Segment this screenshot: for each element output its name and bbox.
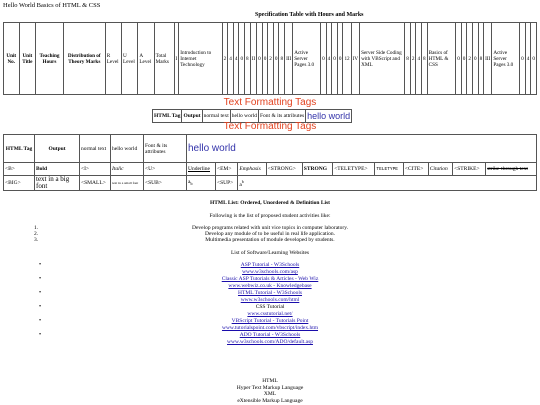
bullet-icon: •: [39, 304, 42, 310]
table-cell: <STRONG>: [266, 163, 302, 176]
table-row: [4, 163, 537, 176]
table-cell: III: [285, 23, 293, 95]
website-url-link[interactable]: www.tutorialspoint.com/vbscript/index.htm: [221, 325, 319, 331]
table-cell: <CITE>: [403, 163, 428, 176]
table-cell: Server Side Coding with VBScript and XML: [360, 23, 405, 95]
table-row: [4, 135, 537, 163]
list-item: [0, 332, 540, 346]
table-cell: text in a big font: [35, 176, 80, 191]
table-cell: 0: [472, 23, 478, 95]
table-cell: 8: [279, 23, 285, 95]
table-row: [4, 176, 537, 191]
table-cell: STRONG: [302, 163, 332, 176]
sub-text: b: [190, 181, 193, 187]
list-section-title: HTML List: Ordered, Unordered & Definition List: [209, 200, 331, 206]
website-title-link[interactable]: ADO Tutorial - W3Schools: [239, 332, 301, 338]
table-cell: hello world: [187, 135, 537, 163]
definition-description: Hyper Text Markup Language: [236, 384, 304, 391]
table-cell: <SUP>: [215, 176, 237, 191]
sup-text: b: [241, 178, 244, 184]
table-cell: 8: [245, 23, 251, 95]
table-cell: <B>: [4, 163, 35, 176]
bullet-icon: •: [39, 276, 42, 282]
list-item: [0, 237, 540, 243]
table-cell: 0: [456, 23, 462, 95]
table-cell: IV: [351, 23, 359, 95]
table-cell: Bold: [35, 163, 80, 176]
table-cell: <SUB>: [144, 176, 187, 191]
table-cell: 12: [343, 23, 351, 95]
table-cell: III: [484, 23, 492, 95]
table-header-cell: A Level: [138, 23, 154, 95]
definition-description: eXtensible Markup Language: [237, 397, 303, 404]
table-cell: 2: [222, 23, 228, 95]
table-cell: 0: [262, 23, 268, 95]
table-cell: [238, 176, 537, 191]
sub-base: a: [188, 179, 191, 186]
table-cell: Citation: [428, 163, 452, 176]
website-title-link[interactable]: ASP Tutorial - W3Schools: [240, 262, 300, 268]
table-cell: strike-through text: [486, 163, 537, 176]
sup-base: a: [239, 181, 242, 188]
list-item: [0, 276, 540, 290]
table-header-cell: Unit Title: [19, 23, 36, 95]
table-cell: normal text: [202, 110, 230, 123]
table-cell: 0: [461, 23, 467, 95]
table-cell: Italic: [111, 163, 144, 176]
table-cell: 4: [416, 23, 422, 95]
list-number: 3.: [34, 237, 39, 243]
definition-list: [0, 378, 540, 404]
table-cell: Font & its attributes: [144, 135, 187, 163]
table-header-cell: U Level: [122, 23, 138, 95]
table-cell: 0: [257, 23, 263, 95]
website-url-link[interactable]: www.w3schools.com/ADO/default.asp: [227, 339, 313, 345]
table-cell: Underline: [187, 163, 216, 176]
table-cell: 0: [321, 23, 327, 95]
table-cell: <BIG>: [4, 176, 35, 191]
table-cell: [187, 176, 216, 191]
text-formatting-heading-1: Text Formatting Tags: [223, 97, 317, 108]
table-cell: 0: [332, 23, 338, 95]
spec-table: [3, 22, 537, 95]
table-cell: 0: [337, 23, 343, 95]
unordered-list: [0, 262, 540, 346]
website-url-link[interactable]: www.csstutorial.net/: [247, 311, 293, 317]
table-header-cell: R Level: [105, 23, 121, 95]
ordered-list: [0, 225, 540, 243]
table-cell: 8: [422, 23, 428, 95]
table-cell: II: [250, 23, 256, 95]
list-item: [0, 304, 540, 318]
list-item: [0, 290, 540, 304]
spec-table-title: Specification Table with Hours and Marks: [255, 12, 364, 18]
table-cell: 0: [531, 23, 537, 95]
text-formatting-heading-2: Text Formatting Tags: [223, 121, 317, 132]
website-title-link[interactable]: HTML Tutorial - W3Schools: [237, 290, 303, 296]
table-header-cell: Output: [35, 135, 80, 163]
table-row: [4, 23, 537, 95]
table-cell: Active Server Pages 3.0: [293, 23, 321, 95]
table-cell: Font & its attributes: [259, 110, 306, 123]
bullet-icon: •: [39, 318, 42, 324]
table-cell: 2: [410, 23, 416, 95]
table-cell: 8: [405, 23, 411, 95]
table-cell: 4: [326, 23, 332, 95]
table-cell: <U>: [144, 163, 187, 176]
list-number: 1.: [34, 225, 39, 231]
bullet-icon: •: [39, 290, 42, 296]
format-table-2: [3, 134, 537, 191]
table-cell: <SMALL>: [80, 176, 111, 191]
table-cell: <EM>: [215, 163, 237, 176]
table-cell: 0: [520, 23, 526, 95]
bullet-icon: •: [39, 262, 42, 268]
table-cell: 4: [525, 23, 531, 95]
list-item-text: Develop any module of to be useful in real life application.: [205, 231, 335, 237]
table-header-cell: Output: [182, 110, 202, 123]
table-cell: hello world: [307, 111, 351, 121]
table-cell: 4: [228, 23, 234, 95]
website-title-link[interactable]: VBScript Tutorial - Tutorials Point: [231, 318, 309, 324]
software-heading: List of Software/Learning Websites: [230, 250, 310, 256]
table-cell: Introduction to Internet Technology: [179, 23, 222, 95]
website-title-link[interactable]: Classic ASP Tutorials & Articles - Web Wiz: [221, 276, 319, 282]
table-header-cell: Distribution of Theory Marks: [63, 23, 105, 95]
table-cell: TELETYPE: [375, 163, 404, 176]
table-header-cell: Total Marks: [154, 23, 174, 95]
list-item: [0, 262, 540, 276]
definition-term: HTML: [262, 378, 278, 384]
table-cell: <STRIKE>: [453, 163, 486, 176]
website-url-link[interactable]: www.webwiz.co.uk - Knowledgebase: [228, 283, 312, 289]
table-header-cell: HTML Tag: [4, 135, 35, 163]
activities-heading: Following is the list of proposed student activities like:: [209, 213, 331, 219]
table-cell: hello world: [230, 110, 258, 123]
table-cell: <TELETYPE>: [333, 163, 375, 176]
website-title: CSS Tutorial: [255, 304, 285, 310]
table-cell: I: [174, 23, 179, 95]
website-url-link[interactable]: www.w3schools.com/asp: [242, 269, 298, 275]
website-url-link[interactable]: www.w3schools.com/html: [240, 297, 300, 303]
table-cell: 0: [239, 23, 245, 95]
definition-term: XML: [263, 391, 277, 397]
table-cell: 2: [467, 23, 473, 95]
table-cell: Basics of HTML & CSS: [427, 23, 456, 95]
table-header-cell: Unit No.: [4, 23, 20, 95]
list-item-text: Develop programs related with unit vice topics in computer laboratory.: [191, 225, 349, 231]
table-cell: normal text: [80, 135, 111, 163]
list-item-text: Multimedia presentation of module developed by students.: [205, 237, 335, 243]
table-cell: <I>: [80, 163, 111, 176]
table-cell: 0: [273, 23, 279, 95]
table-cell: text in a small font: [111, 176, 144, 191]
table-cell: 4: [233, 23, 239, 95]
list-number: 2.: [34, 231, 39, 237]
table-header-cell: Teaching Hours: [36, 23, 64, 95]
page-title: Hello World Basics of HTML & CSS: [3, 2, 101, 9]
table-cell: 2: [268, 23, 274, 95]
table-cell: 8: [478, 23, 484, 95]
table-header-cell: HTML Tag: [153, 110, 182, 123]
table-cell: hello world: [111, 135, 144, 163]
bullet-icon: •: [39, 332, 42, 338]
table-cell: Emphasis: [238, 163, 266, 176]
table-cell: Active Server Pages 3.0: [492, 23, 520, 95]
list-item: [0, 318, 540, 332]
